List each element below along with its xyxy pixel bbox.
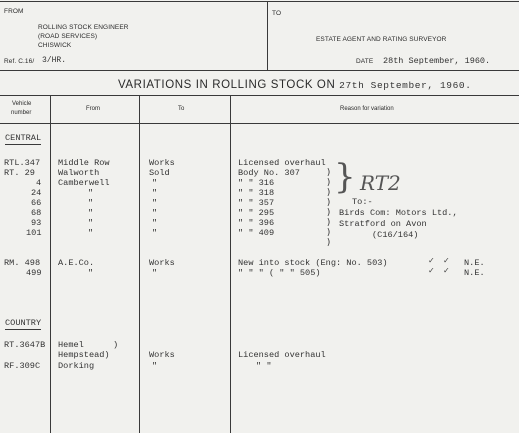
to-value: ESTATE AGENT AND RATING SURVEYOR — [316, 36, 447, 43]
table-row-reason: " " 318 — [238, 188, 275, 198]
table-row-from: Hemel — [58, 340, 84, 350]
sold-group-brace-large: } — [334, 157, 356, 197]
table-row-vehicle: RM. 498 — [4, 258, 41, 268]
sold-note-line-3: Stratford on Avon — [339, 219, 427, 229]
table-row-to: " — [152, 188, 158, 198]
table-row-from: " — [88, 218, 94, 228]
table-row-from: " — [88, 198, 94, 208]
table-row-vehicle: 101 — [26, 228, 42, 238]
table-row-vehicle: 66 — [31, 198, 42, 208]
sold-note-line-4: (C16/164) — [372, 230, 419, 240]
from-label: FROM — [4, 8, 24, 15]
table-row-from-line-2: Hempstead) — [58, 350, 110, 360]
table-row-from: Middle Row — [58, 158, 110, 168]
table-row-vehicle: 93 — [31, 218, 42, 228]
section-country: COUNTRY — [5, 318, 42, 328]
table-row-from: " — [88, 208, 94, 218]
table-row-reason: " " 295 — [238, 208, 275, 218]
table-row-vehicle: RTL.347 — [4, 158, 41, 168]
table-row-to: Works — [149, 350, 175, 360]
check-mark-icon: ✓ — [428, 256, 435, 265]
col-divider-1 — [50, 95, 51, 433]
table-row-to: " — [152, 268, 158, 278]
date-value: 28th September, 1960. — [383, 56, 491, 66]
section-central: CENTRAL — [5, 133, 42, 143]
col-reason-header: Reason for variation — [340, 106, 394, 112]
ref-label: Ref. C.16/ — [4, 58, 35, 65]
from-line-2: (ROAD SERVICES) — [38, 33, 98, 40]
from-line-1: ROLLING STOCK ENGINEER — [38, 24, 129, 31]
col-divider-2 — [139, 95, 140, 433]
table-row-from: " — [88, 188, 94, 198]
table-row-to: Works — [149, 158, 175, 168]
table-row-vehicle: 4 — [36, 178, 42, 188]
col-to-header: To — [178, 106, 185, 112]
sold-note-line-1: To:- — [352, 197, 373, 207]
ne-mark-1: N.E. — [464, 258, 485, 268]
table-row-reason: New into stock (Eng: No. 503) — [238, 258, 388, 268]
handwritten-rt2: RT2 — [360, 171, 401, 195]
date-label: DATE — [356, 58, 374, 65]
title-text: VARIATIONS IN ROLLING STOCK ON — [118, 79, 336, 91]
sold-note-line-2: Birds Com: Motors Ltd., — [339, 208, 458, 218]
check-mark-icon: ✓ — [443, 266, 450, 275]
table-row-reason: " " 316 — [238, 178, 275, 188]
from-line-3: CHISWICK — [38, 42, 72, 49]
header-top-rule — [0, 1, 519, 2]
table-row-reason: " " 409 — [238, 228, 275, 238]
table-row-to: " — [152, 218, 158, 228]
table-row-vehicle: 24 — [31, 188, 42, 198]
table-row-reason: " " — [256, 361, 272, 371]
column-header-rule — [0, 123, 519, 124]
table-row-from: Walworth — [58, 168, 100, 178]
table-row-from: A.E.Co. — [58, 258, 95, 268]
table-row-reason: Licensed overhaul — [238, 158, 326, 168]
col-vehicle-line-2: number — [11, 110, 32, 116]
check-mark-icon: ✓ — [443, 256, 450, 265]
header-bottom-rule — [0, 70, 519, 71]
table-row-to: " — [152, 361, 158, 371]
table-row-to: " — [152, 208, 158, 218]
document-title — [118, 79, 472, 91]
table-row-vehicle: 68 — [31, 208, 42, 218]
table-row-reason: " " " ( " " 505) — [238, 268, 321, 278]
table-row-from: Camberwell — [58, 178, 110, 188]
table-row-reason: Body No. 307 — [238, 168, 300, 178]
table-row-vehicle: RT. 29 — [4, 168, 35, 178]
table-row-to: Sold — [149, 168, 170, 178]
col-vehicle-line-1: Vehicle — [12, 101, 32, 107]
table-row-to: " — [152, 178, 158, 188]
table-row-to: Works — [149, 258, 175, 268]
country-brace: ) — [113, 340, 119, 350]
ref-value: 3/HR. — [42, 56, 67, 65]
table-row-vehicle: RF.309C — [4, 361, 41, 371]
col-divider-3 — [230, 95, 231, 433]
table-row-to: " — [152, 198, 158, 208]
title-date: 27th September, 1960. — [339, 80, 472, 91]
table-row-reason: Licensed overhaul — [238, 350, 326, 360]
table-row-vehicle: RT.3647B — [4, 340, 46, 350]
table-top-rule — [0, 95, 519, 96]
check-mark-icon: ✓ — [428, 266, 435, 275]
table-row-reason: " " 357 — [238, 198, 275, 208]
table-row-from: Dorking — [58, 361, 95, 371]
table-row-vehicle: 499 — [26, 268, 42, 278]
col-from-header: From — [86, 106, 100, 112]
table-row-from: " — [88, 228, 94, 238]
ne-mark-2: N.E. — [464, 268, 485, 278]
table-row-reason: " " 396 — [238, 218, 275, 228]
sold-group-brace: ) ) ) ) ) ) ) ) — [326, 168, 332, 248]
to-label: TO — [272, 10, 282, 17]
table-row-to: " — [152, 228, 158, 238]
table-row-from: " — [88, 268, 94, 278]
header-divider — [267, 1, 268, 71]
